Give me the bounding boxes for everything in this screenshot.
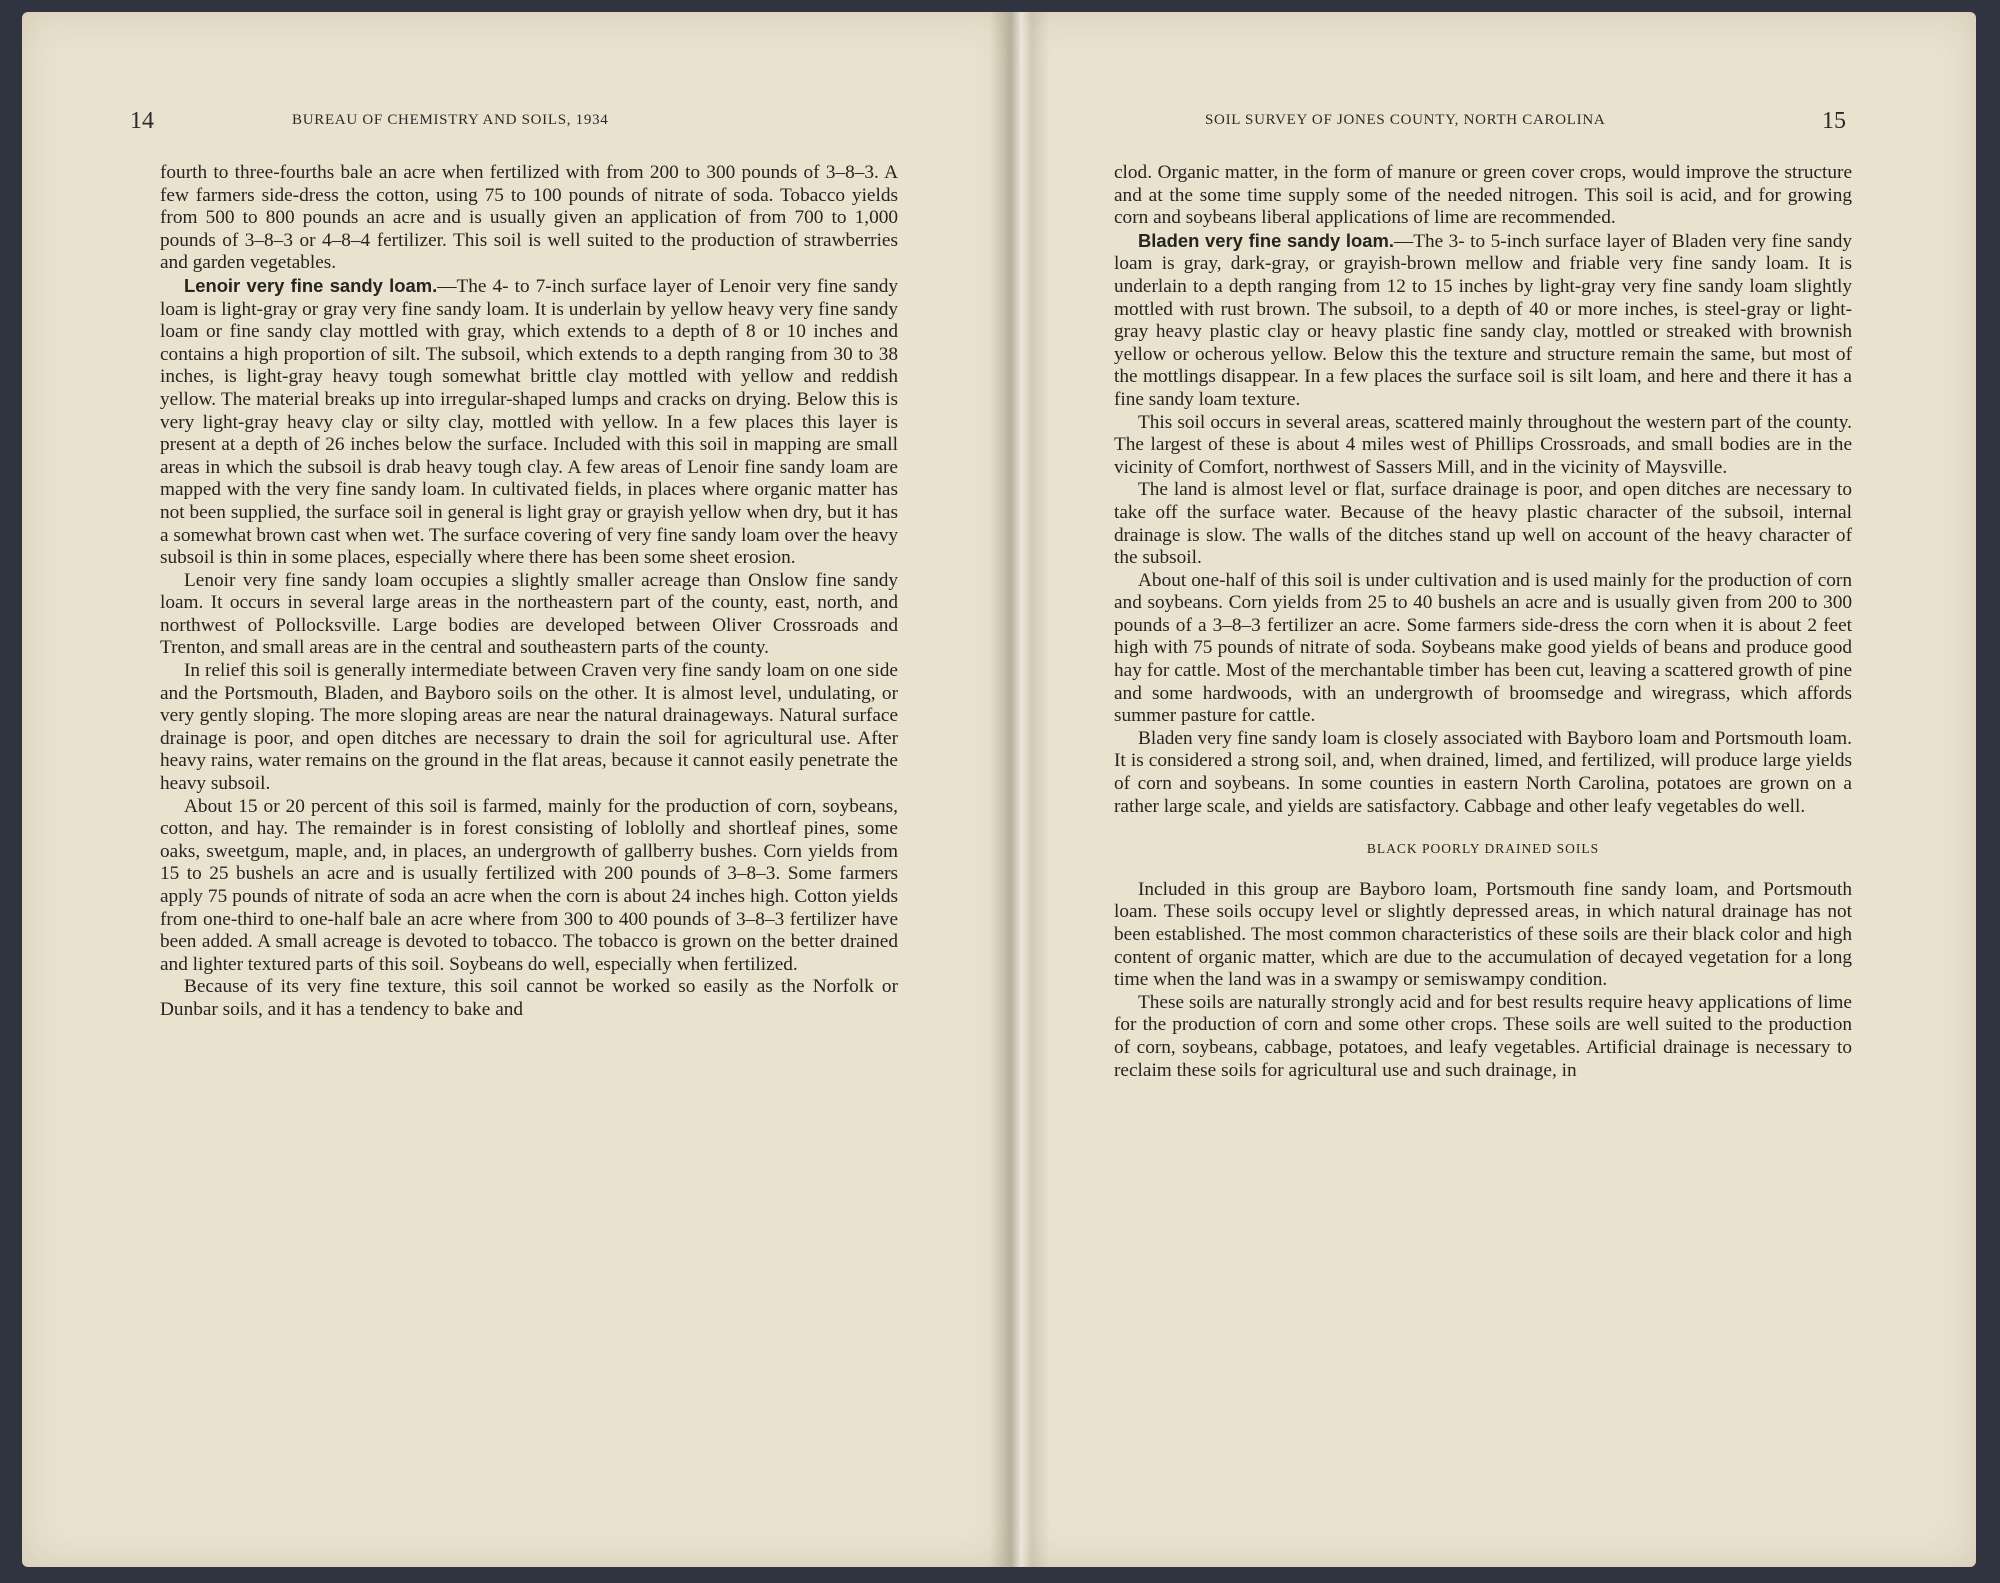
paragraph-text: —The 3- to 5-inch surface layer of Bladen very fine sandy loam is gray, dark-gray, or grayish-brown mellow and friable very fine sandy loam. It is underlain to a depth ranging from 12 to 15 inches by light-gray very fine sandy loam slightly mottled with rust brown. The subsoil, to a depth of 40 or more inches, is steel-gray or light-gray heavy plastic clay or heavy plastic fine sandy clay, mottled or streaked with brownish yellow or ocherous yellow. Below this the texture and structure remain the same, but most of the mottlings disappear. In a few places the surface soil is silt loam, and here and there it has a fine sandy loam texture.	[1114, 230, 1852, 410]
paragraph-text: Lenoir very fine sandy loam occupies a slightly smaller acreage than Onslow fine sandy loam. It occurs in several large areas in the northeastern part of the county, east, north, and northwest of Pollocksville. Large bodies are developed between Oliver Crossroads and Trenton, and small areas are in the central and southeastern parts of the county.	[160, 569, 898, 659]
paragraph	[160, 976, 898, 1021]
paragraph-text: This soil occurs in several areas, scattered mainly throughout the western part of the county. The largest of these is about 4 miles west of Phillips Crossroads, and small bodies are in the vicinity of Comfort, northwest of Sassers Mill, and in the vicinity of Maysville.	[1114, 411, 1852, 478]
paragraph	[1114, 230, 1852, 412]
paragraph-text: About 15 or 20 percent of this soil is farmed, mainly for the production of corn, soybeans, cotton, and hay. The remainder is in forest consisting of loblolly and shortleaf pines, some oaks, sweetgum, maple, and, in places, an undergrowth of gallberry bushes. Corn yields from 15 to 25 bushels an acre and is usually fertilized with 200 pounds of 3–8–3. Some farmers apply 75 pounds of nitrate of soda an acre when the corn is about 24 inches high. Cotton yields from one-third to one-half bale an acre where from 300 to 400 pounds of 3–8–3 fertilizer have been added. A small acreage is devoted to tobacco. The tobacco is grown on the better drained and lighter textured parts of this soil. Soybeans do well, especially when fertilized.	[160, 795, 898, 975]
paragraph-text: These soils are naturally strongly acid and for best results require heavy applications of lime for the production of corn and some other crops. These soils are well suited to the production of corn, soybeans, cabbage, potatoes, and leafy vegetables. Artificial drainage is necessary to reclaim these soils for agricultural use and such drainage, in	[1114, 991, 1852, 1081]
paragraph-text: Included in this group are Bayboro loam, Portsmouth fine sandy loam, and Portsmouth loam. These soils occupy level or slightly depressed areas, in which natural drainage has not been established. The most common characteristics of these soils are their black color and high content of organic matter, which are due to the accumulation of decayed vegetation for a long time when the land was in a swampy or semiswampy condition.	[1114, 878, 1852, 991]
paragraph	[160, 275, 898, 570]
left-text-column	[160, 162, 898, 1022]
paragraph-text: Bladen very fine sandy loam is closely associated with Bayboro loam and Portsmouth loam. It is considered a strong soil, and, when drained, limed, and fertilized, will produce large yields of corn and soybeans. In some counties in eastern North Carolina, potatoes are grown on a rather large scale, and yields are satisfactory. Cabbage and other leafy vegetables do well.	[1114, 727, 1852, 817]
paragraph	[1114, 479, 1852, 569]
paragraph	[1114, 162, 1852, 230]
paragraph-text: —The 4- to 7-inch surface layer of Lenoir very fine sandy loam is light-gray or gray very fine sandy loam. It is underlain by yellow heavy very fine sandy loam or fine sandy clay mottled with gray, which extends to a depth of 8 or 10 inches and contains a high proportion of silt. The subsoil, which extends to a depth ranging from 30 to 38 inches, is light-gray heavy tough somewhat brittle clay mottled with yellow and reddish yellow. The material breaks up into irregular-shaped lumps and cracks on drying. Below this is very light-gray heavy clay or silty clay, mottled with yellow. In a few places this layer is present at a depth of 26 inches below the surface. Included with this soil in mapping are small areas in which the subsoil is drab heavy tough clay. A few areas of Lenoir fine sandy loam are mapped with the very fine sandy loam. In cultivated fields, in places where organic matter has not been supplied, the surface soil in general is light gray or grayish yellow when dry, but it has a somewhat brown cast when wet. The surface covering of very fine sandy loam over the heavy subsoil is thin in some places, especially where there has been some sheet erosion.	[160, 275, 898, 569]
paragraph	[1114, 879, 1852, 992]
left-running-head: BUREAU OF CHEMISTRY AND SOILS, 1934	[292, 112, 609, 128]
soil-type-heading: Bladen very fine sandy loam.	[1138, 229, 1394, 251]
paragraph	[160, 796, 898, 977]
section-heading: BLACK POORLY DRAINED SOILS	[1366, 841, 1600, 857]
paragraph	[1114, 570, 1852, 728]
paragraph-text: clod. Organic matter, in the form of manure or green cover crops, would improve the structure and at the some time supply some of the needed nitrogen. This soil is acid, and for growing corn and soybeans liberal applications of lime are recommended.	[1114, 162, 1852, 229]
right-text-column	[1114, 162, 1852, 1082]
book-gutter	[990, 12, 1050, 1567]
soil-type-heading: Lenoir very fine sandy loam.	[184, 274, 438, 296]
left-page-number: 14	[130, 108, 154, 134]
paragraph-text: The land is almost level or flat, surface drainage is poor, and open ditches are necessary to take off the surface water. Because of the heavy plastic character of the subsoil, internal drainage is slow. The walls of the ditches stand up well on account of the heavy character of the subsoil.	[1114, 479, 1852, 569]
paragraph	[160, 162, 898, 275]
paragraph	[1114, 412, 1852, 480]
paragraph	[1114, 728, 1852, 818]
paragraph-text: About one-half of this soil is under cultivation and is used mainly for the production of corn and soybeans. Corn yields from 25 to 40 bushels an acre and is usually given from 200 to 300 pounds of a 3–8–3 fertilizer an acre. Some farmers side-dress the corn when it is about 2 feet high with 75 pounds of nitrate of soda. Soybeans make good yields of beans and produce good hay for cattle. Most of the merchantable timber has been cut, leaving a scattered growth of pine and some hardwoods, with an undergrowth of broomsedge and wiregrass, which affords summer pasture for cattle.	[1114, 569, 1852, 727]
paragraph	[160, 570, 898, 660]
paragraph	[160, 660, 898, 796]
paragraph-text: In relief this soil is generally intermediate between Craven very fine sandy loam on one side and the Portsmouth, Bladen, and Bayboro soils on the other. It is almost level, undulating, or very gently sloping. The more sloping areas are near the natural drainageways. Natural surface drainage is poor, and open ditches are necessary to drain the soil for agricultural use. After heavy rains, water remains on the ground in the flat areas, because it cannot easily penetrate the heavy subsoil.	[160, 660, 898, 795]
paragraph	[1114, 992, 1852, 1082]
right-page-number: 15	[1822, 108, 1846, 134]
right-running-head: SOIL SURVEY OF JONES COUNTY, NORTH CAROLINA	[1205, 112, 1606, 128]
paragraph-text: fourth to three-fourths bale an acre when fertilized with from 200 to 300 pounds of 3–8–3. A few farmers side-dress the cotton, using 75 to 100 pounds of nitrate of soda. Tobacco yields from 500 to 800 pounds an acre and is usually given an application of from 700 to 1,000 pounds of 3–8–3 or 4–8–4 fertilizer. This soil is well suited to the production of strawberries and garden vegetables.	[160, 162, 898, 274]
paragraph-text: Because of its very fine texture, this soil cannot be worked so easily as the Norfolk or Dunbar soils, and it has a tendency to bake and	[160, 976, 898, 1020]
